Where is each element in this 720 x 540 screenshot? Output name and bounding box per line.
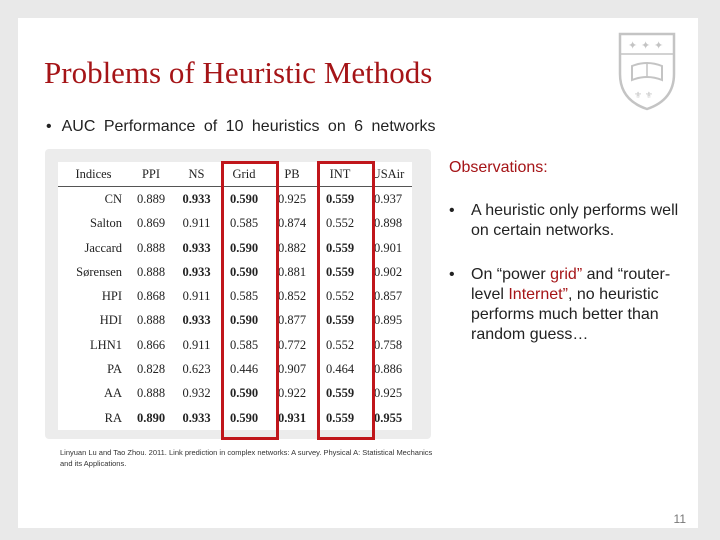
- table-cell: 0.898: [373, 216, 403, 231]
- obs-text-part: On “power: [471, 266, 551, 283]
- citation: Linyuan Lu and Tao Zhou. 2011. Link prediction in complex networks: A survey. Physical A: Statistical Mechanics and its Applications.: [60, 448, 433, 468]
- row-label: Sørensen: [76, 264, 122, 279]
- university-shield-icon: [616, 30, 678, 112]
- row-label: LHN1: [90, 337, 122, 352]
- table-cell: 0.933: [182, 240, 211, 255]
- bullet-dot: •: [46, 118, 52, 135]
- table-cell: 0.888: [136, 386, 166, 401]
- obs-text-part: and “router-level: [471, 266, 671, 303]
- observations-list: [449, 201, 689, 369]
- row-label: HPI: [101, 289, 122, 304]
- slide-title: Problems of Heuristic Methods: [44, 55, 433, 90]
- table-cell: 0.888: [136, 313, 166, 328]
- table-cell: 0.925: [373, 386, 403, 401]
- table-cell: 0.590: [229, 264, 259, 279]
- table-cell: 0.623: [182, 362, 211, 377]
- table-cell: 0.857: [373, 289, 403, 304]
- table-cell: 0.888: [136, 264, 166, 279]
- table-cell: 0.758: [373, 337, 403, 352]
- table-cell: 0.590: [229, 410, 259, 425]
- main-bullet: [46, 118, 436, 136]
- table-cell: 0.888: [136, 240, 166, 255]
- table-cell: 0.911: [182, 216, 211, 231]
- table-cell: 0.590: [229, 386, 259, 401]
- table-cell: 0.889: [136, 191, 166, 206]
- header-ns: NS: [173, 162, 220, 187]
- table-cell: 0.559: [325, 386, 355, 401]
- table-cell: 0.585: [229, 289, 259, 304]
- svg-text:✦: ✦: [654, 39, 664, 52]
- table-cell: 0.877: [277, 313, 307, 328]
- table-cell: 0.931: [277, 410, 307, 425]
- table-cell: 0.559: [325, 240, 355, 255]
- row-label: CN: [104, 191, 122, 206]
- observation-text-2: [471, 266, 670, 343]
- header-grid: Grid: [220, 162, 268, 187]
- svg-text:⚜ ⚜: ⚜ ⚜: [634, 91, 653, 101]
- main-bullet-text: AUC Performance of 10 heuristics on 6 networks: [61, 118, 436, 135]
- observation-item: [449, 201, 689, 241]
- table-cell: 0.552: [325, 289, 355, 304]
- page-number: 11: [673, 512, 686, 526]
- grid-column-highlight: [221, 161, 279, 440]
- header-ppi: PPI: [129, 162, 173, 187]
- observations-title: Observations:: [449, 159, 548, 176]
- table-image: [45, 149, 431, 439]
- table-cell: 0.869: [136, 216, 166, 231]
- observation-text-1: A heuristic only performs well on certain networks.: [471, 202, 679, 239]
- table-cell: 0.933: [182, 264, 211, 279]
- table-cell: 0.772: [277, 337, 307, 352]
- table-cell: 0.828: [136, 362, 166, 377]
- table-cell: 0.585: [229, 216, 259, 231]
- table-cell: 0.464: [325, 362, 355, 377]
- svg-text:✦: ✦: [628, 39, 638, 52]
- table-cell: 0.590: [229, 313, 259, 328]
- header-int: INT: [316, 162, 364, 187]
- table-cell: 0.890: [136, 410, 166, 425]
- table-cell: 0.933: [182, 313, 211, 328]
- slide: [18, 18, 698, 528]
- table-cell: 0.852: [277, 289, 307, 304]
- table-cell: 0.911: [182, 337, 211, 352]
- table-cell: 0.886: [373, 362, 403, 377]
- table-cell: 0.932: [182, 386, 211, 401]
- table-cell: 0.933: [182, 410, 211, 425]
- header-pb: PB: [268, 162, 316, 187]
- table-cell: 0.559: [325, 264, 355, 279]
- table-cell: 0.559: [325, 191, 355, 206]
- table-cell: 0.446: [229, 362, 259, 377]
- obs-text-part: , no heuristic performs much better than random guess…: [471, 286, 659, 343]
- table-cell: 0.895: [373, 313, 403, 328]
- table-cell: 0.907: [277, 362, 307, 377]
- table-cell: 0.902: [373, 264, 403, 279]
- table-cell: 0.901: [373, 240, 403, 255]
- row-label: Jaccard: [84, 240, 122, 255]
- bullet-dot: •: [449, 266, 455, 283]
- table-cell: 0.874: [277, 216, 307, 231]
- header-indices: Indices: [58, 162, 129, 187]
- table-cell: 0.933: [182, 191, 211, 206]
- header-usair: USAir: [364, 162, 412, 187]
- table-cell: 0.559: [325, 313, 355, 328]
- row-label: Salton: [90, 216, 122, 231]
- bullet-dot: •: [449, 202, 455, 219]
- row-label: PA: [107, 362, 122, 377]
- obs-highlight-internet: Internet”: [508, 286, 568, 303]
- table-cell: 0.955: [373, 410, 403, 425]
- table-cell: 0.937: [373, 191, 403, 206]
- table-cell: 0.552: [325, 337, 355, 352]
- observation-item: [449, 265, 689, 345]
- svg-text:✦: ✦: [641, 39, 651, 52]
- table-cell: 0.925: [277, 191, 307, 206]
- table-cell: 0.881: [277, 264, 307, 279]
- table-cell: 0.868: [136, 289, 166, 304]
- table-cell: 0.590: [229, 240, 259, 255]
- int-column-highlight: [317, 161, 375, 440]
- table-cell: 0.866: [136, 337, 166, 352]
- row-label: AA: [103, 386, 122, 401]
- table-cell: 0.585: [229, 337, 259, 352]
- table-cell: 0.552: [325, 216, 355, 231]
- table-cell: 0.922: [277, 386, 307, 401]
- obs-highlight-grid: grid”: [550, 266, 583, 283]
- table-cell: 0.911: [182, 289, 211, 304]
- table-cell: 0.882: [277, 240, 307, 255]
- table-cell: 0.590: [229, 191, 259, 206]
- row-label: HDI: [99, 313, 122, 328]
- row-label: RA: [104, 410, 122, 425]
- table-cell: 0.559: [325, 410, 355, 425]
